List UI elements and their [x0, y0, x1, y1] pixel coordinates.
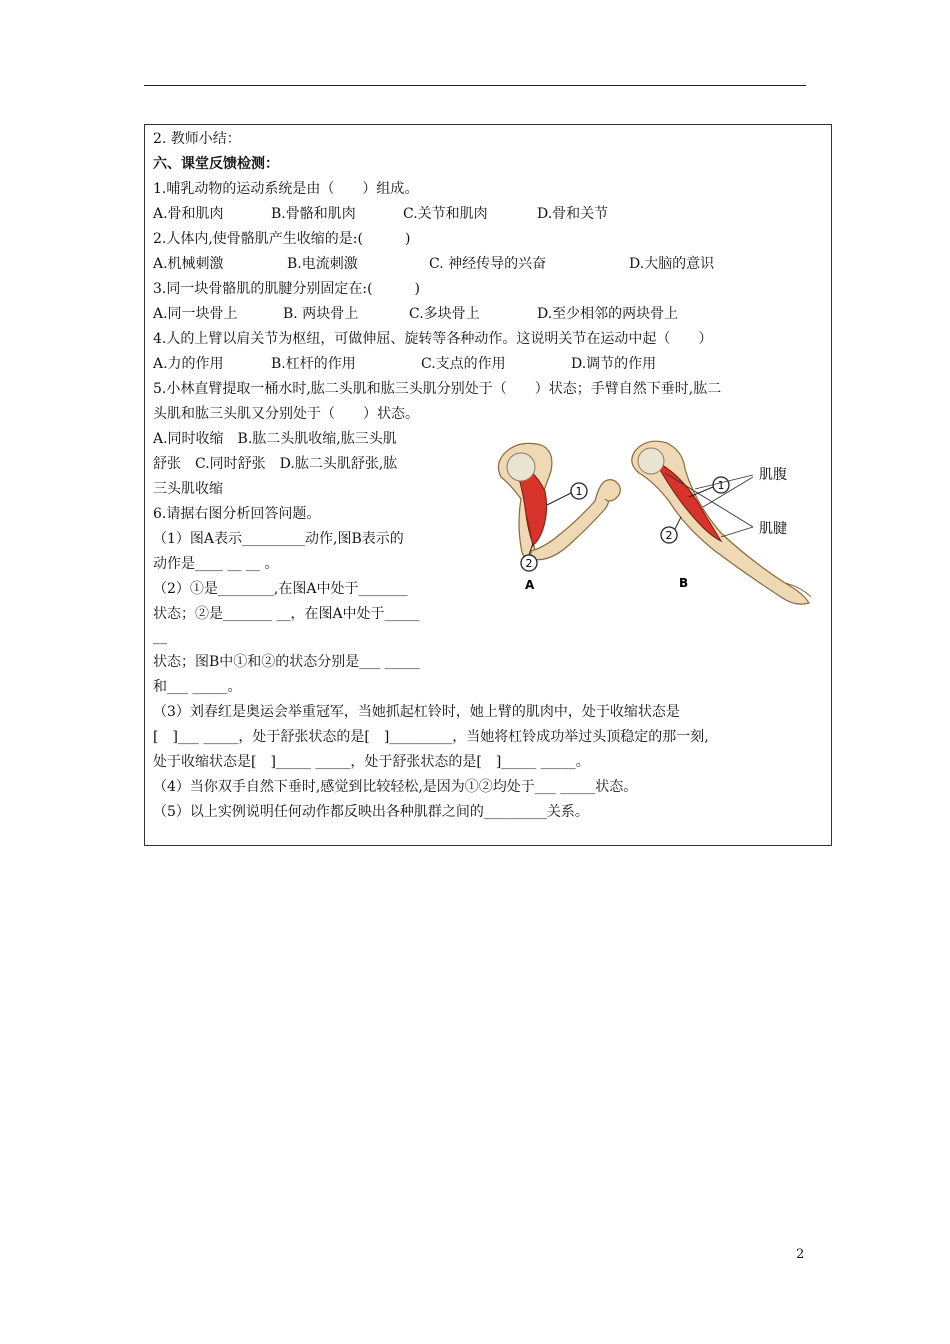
q6-part2-line1: （2）①是________,在图A中处于_______: [153, 581, 408, 597]
q3-option-c: C.多块骨上: [409, 306, 480, 322]
q6-part3-line3: 处于收缩状态是[ ]_____ _____，处于舒张状态的是[ ]_____ _____。: [153, 754, 590, 770]
label-figure-b: B: [679, 576, 689, 590]
label-figure-a: A: [525, 578, 535, 592]
q6-stem: 6.请据右图分析回答问题。: [153, 506, 321, 522]
marker-1-a: [547, 483, 587, 505]
q4-option-a: A.力的作用: [153, 356, 224, 372]
q3-stem: 3.同一块骨骼肌的肌腱分别固定在:( ): [153, 281, 420, 297]
q4-option-c: C.支点的作用: [421, 356, 506, 372]
q4-stem: 4.人的上臂以肩关节为枢纽，可做伸屈、旋转等各种动作。这说明关节在运动中起（ ）: [153, 331, 713, 347]
section-title: 六、课堂反馈检测：: [153, 156, 279, 172]
q6-part4: （4）当你双手自然下垂时,感觉到比较轻松,是因为①②均处于___ _____状态。: [153, 779, 638, 795]
q2-option-b: B.电流刺激: [287, 256, 358, 272]
q6-part1-line1: （1）图A表示_________动作,图B表示的: [153, 531, 404, 547]
q5-options-line2: 舒张 C.同时舒张 D.肱二头肌舒张,肱: [153, 456, 398, 472]
q4-option-d: D.调节的作用: [571, 356, 657, 372]
q3-option-a: A.同一块骨上: [153, 306, 238, 322]
q6-part3-line1: （3）刘春红是奥运会举重冠军，当她抓起杠铃时，她上臂的肌肉中，处于收缩状态是: [153, 704, 680, 720]
label-muscle-belly: 肌腹: [759, 467, 787, 483]
q1-option-c: C.关节和肌肉: [403, 206, 488, 222]
q2-option-c: C. 神经传导的兴奋: [429, 256, 547, 272]
marker-1-a-label: 1: [575, 485, 583, 498]
q1-stem: 1.哺乳动物的运动系统是由（ ）组成。: [153, 181, 419, 197]
q6-part1-line2: 动作是____ __ __ 。: [153, 556, 279, 572]
q4-option-b: B.杠杆的作用: [271, 356, 356, 372]
worksheet-box: [144, 124, 832, 846]
marker-1-b-label: 1: [717, 479, 725, 492]
q6-part5: （5）以上实例说明任何动作都反映出各种肌群之间的_________关系。: [153, 804, 589, 820]
q2-stem: 2.人体内,使骨骼肌产生收缩的是:( ): [153, 231, 411, 247]
q5-options-line3: 三头肌收缩: [153, 481, 223, 497]
q5-stem-line2: 头肌和肱三头肌又分别处于（ ）状态。: [153, 406, 419, 422]
marker-1-b: [689, 477, 729, 497]
q6-part3-line2: [ ]___ _____，处于舒张状态的是[ ]_________，当她将杠铃成功举过头顶稳定的那一刻,: [153, 729, 709, 745]
arm-muscle-figure: [489, 437, 821, 607]
marker-2-a-label: 2: [525, 557, 533, 570]
q1-option-b: B.骨骼和肌肉: [271, 206, 356, 222]
q3-option-d: D.至少相邻的两块骨上: [537, 306, 679, 322]
q3-option-b: B. 两块骨上: [283, 306, 359, 322]
q6-part2-line4: 状态；图B中①和②的状态分别是___ _____: [153, 654, 420, 670]
marker-2-b-label: 2: [665, 529, 673, 542]
teacher-summary: 2. 教师小结：: [153, 131, 241, 147]
q5-stem-line1: 5.小林直臂提取一桶水时,肱二头肌和肱三头肌分别处于（ ）状态；手臂自然下垂时,肱二: [153, 381, 722, 397]
header-rule: [144, 85, 806, 86]
q6-part2-line5: 和___ _____。: [153, 679, 242, 695]
label-tendon: 肌腱: [759, 521, 787, 537]
q1-option-d: D.骨和关节: [537, 206, 609, 222]
q6-part2-line2: 状态；②是_______ __，在图A中处于_____: [153, 606, 420, 622]
q2-option-a: A.机械刺激: [153, 256, 224, 272]
q2-option-d: D.大脑的意识: [629, 256, 715, 272]
marker-2-b: [661, 517, 681, 543]
q1-option-a: A.骨和肌肉: [153, 206, 224, 222]
q6-part2-line3: __: [153, 629, 167, 645]
figure-a-arm: [498, 443, 620, 563]
q5-options-line1: A.同时收缩 B.肱二头肌收缩,肱三头肌: [153, 431, 397, 447]
page-number: 2: [796, 1247, 805, 1262]
